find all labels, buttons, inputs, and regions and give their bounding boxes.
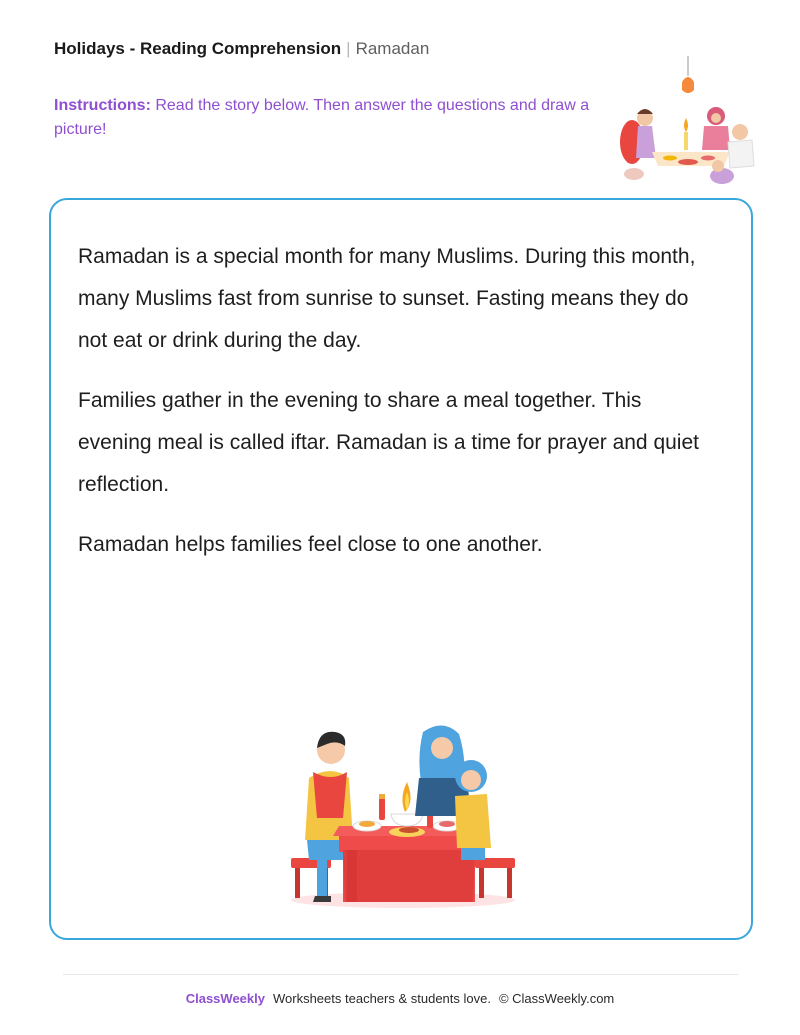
footer-brand: ClassWeekly: [185, 991, 265, 1006]
story-paragraph: Ramadan helps families feel close to one another.: [78, 533, 543, 556]
title-separator: |: [346, 39, 351, 58]
story-box: [49, 198, 753, 940]
worksheet-header: [54, 38, 429, 60]
footer-tagline: Worksheets teachers & students love.: [272, 991, 491, 1006]
instructions-text: Read the story below. Then answer the questions and draw a picture!: [54, 97, 590, 138]
instructions: [54, 94, 614, 142]
iftar-meal-illustration: [287, 720, 519, 912]
page-footer: [0, 990, 800, 1008]
family-dinner-illustration: [612, 54, 757, 186]
story-paragraph: Ramadan is a special month for many Muslims. During this month, many Muslims fast from sunrise to sunset. Fasting means they do not eat or drink during the day.: [78, 245, 696, 352]
story-paragraph: Families gather in the evening to share a meal together. This evening meal is called iftar. Ramadan is a time for prayer and quiet reflection.: [78, 389, 699, 496]
worksheet-topic: Ramadan: [355, 39, 430, 58]
worksheet-title: Holidays - Reading Comprehension: [54, 39, 342, 58]
footer-divider: [63, 974, 738, 975]
story-text: [78, 236, 718, 584]
instructions-label: Instructions:: [54, 97, 151, 114]
footer-copyright: © ClassWeekly.com: [498, 991, 615, 1006]
